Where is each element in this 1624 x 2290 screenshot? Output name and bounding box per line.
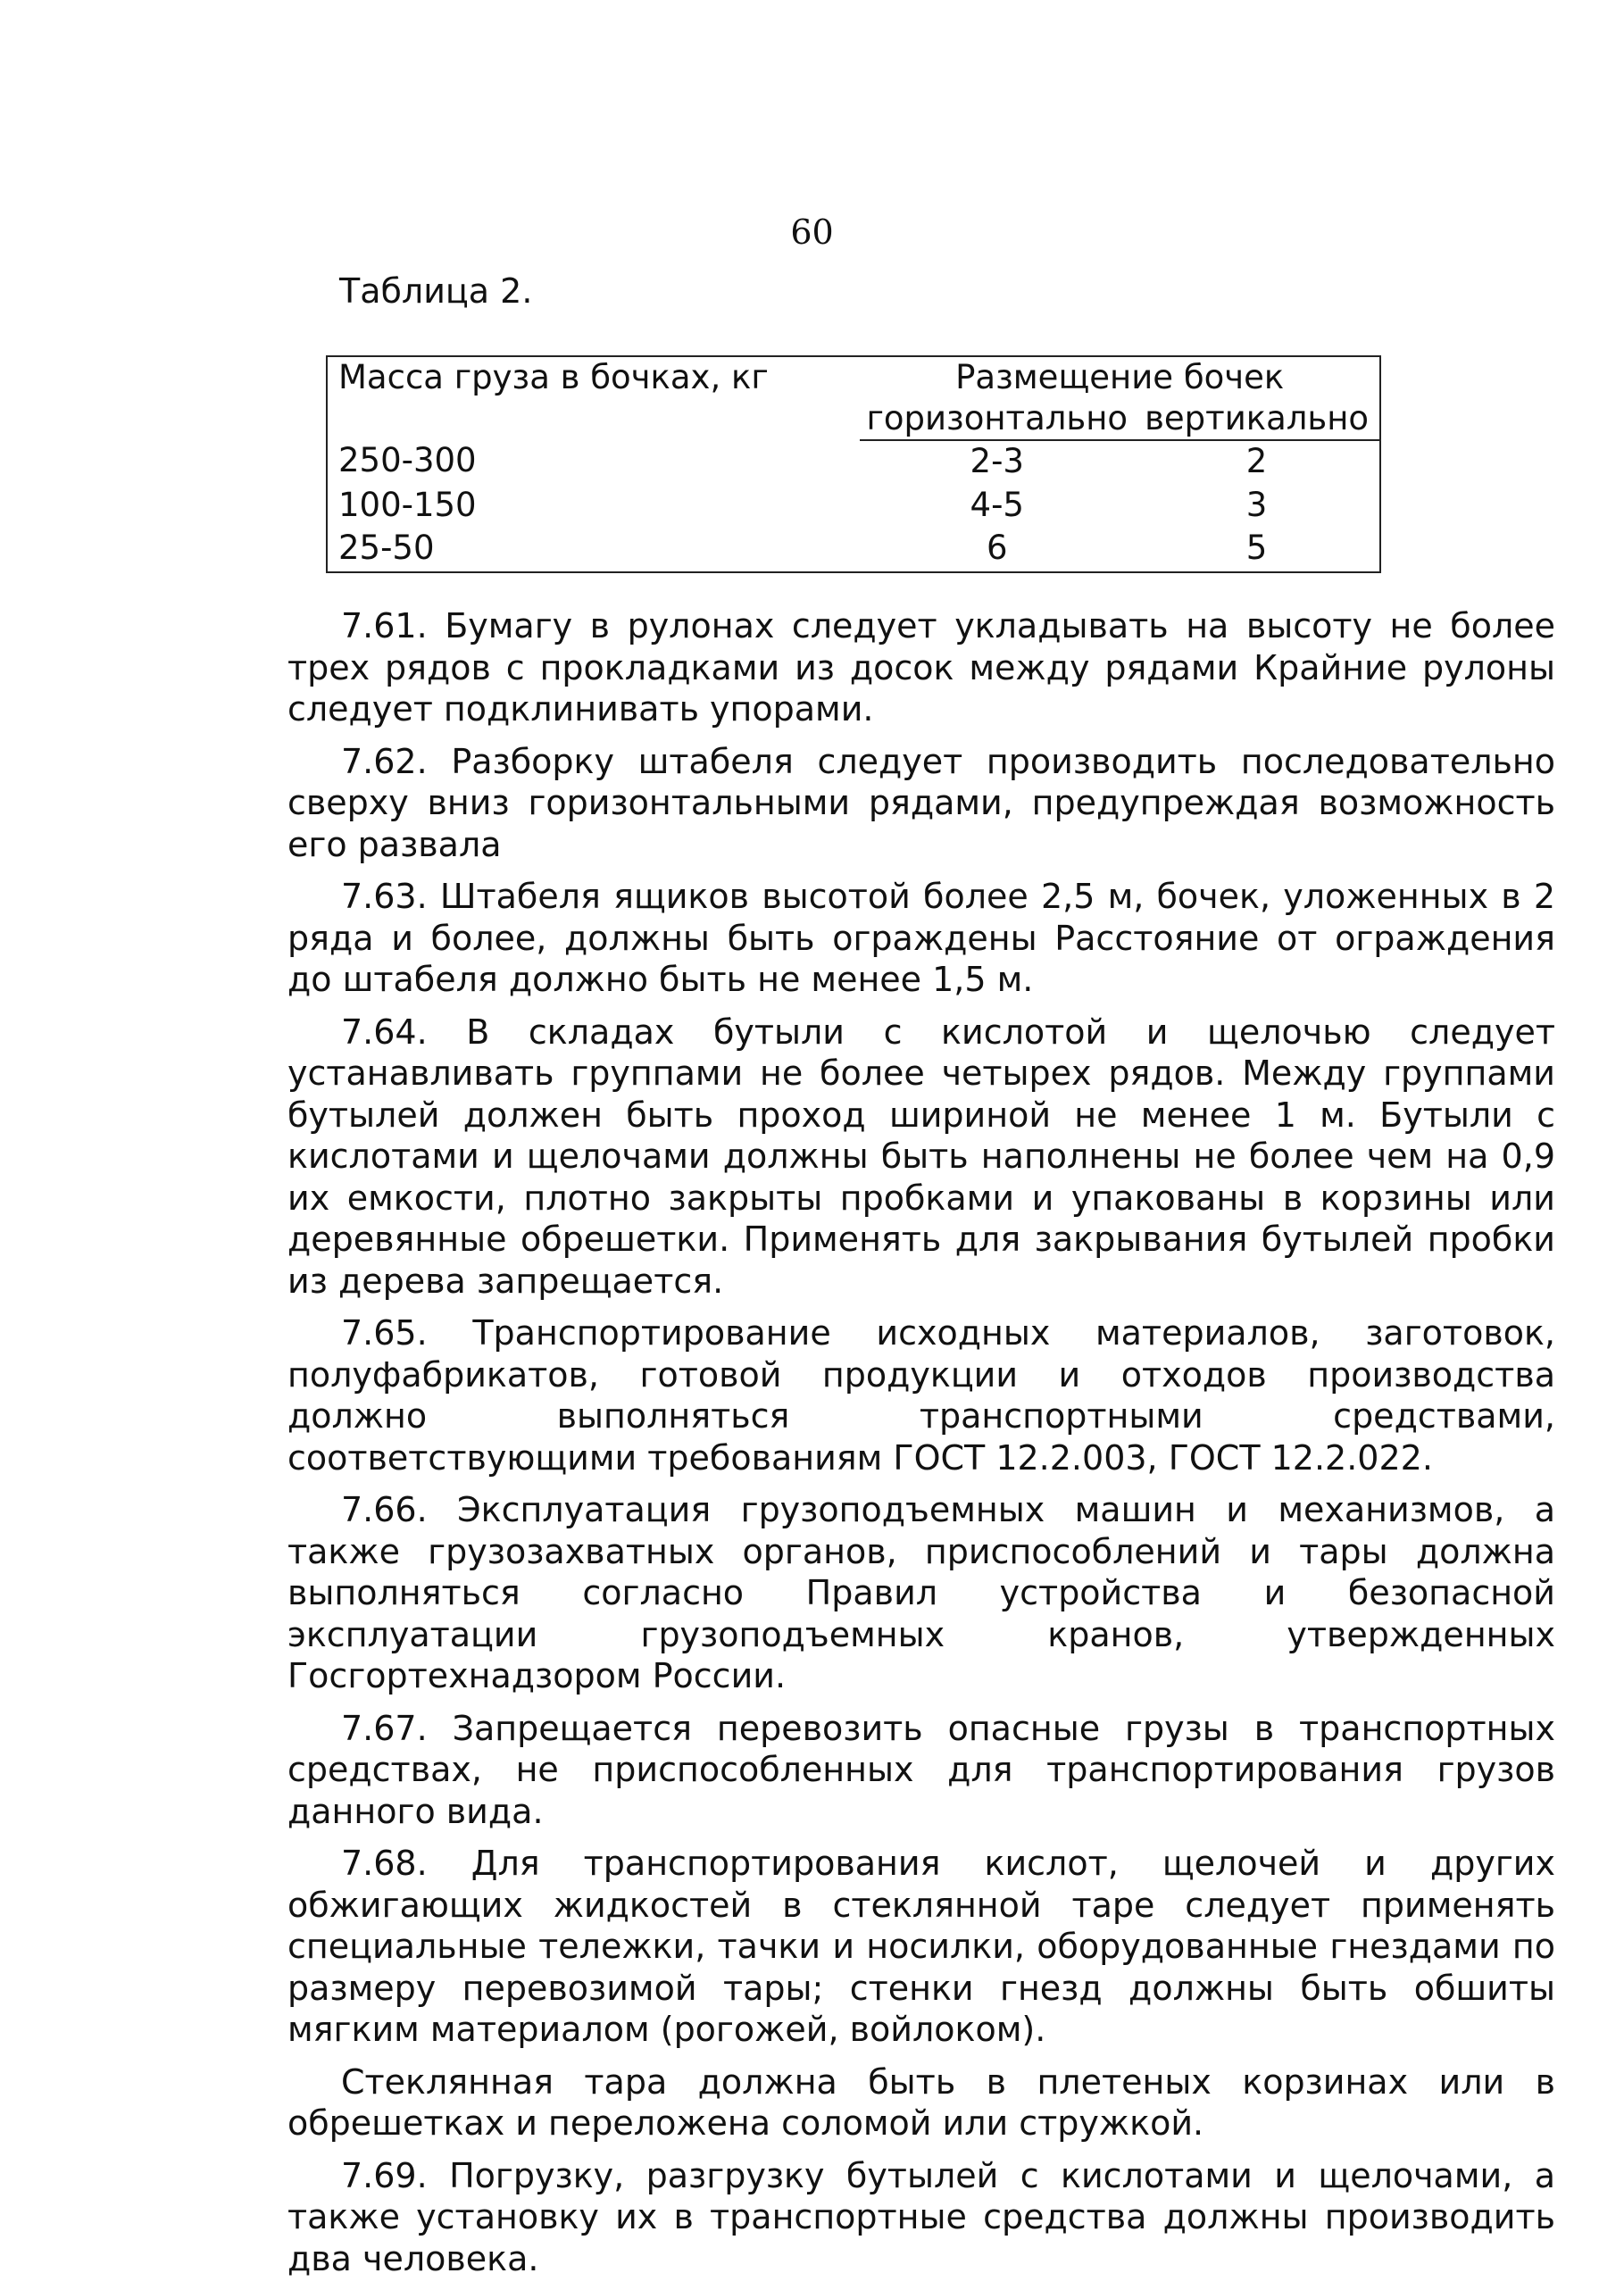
paragraph-7-61: 7.61. Бумагу в рулонах следует укладывать на высоту не более трех рядов с прокладками из досок между рядами Крайние рулоны следует подклинивать упорами. [287, 606, 1555, 729]
header-placement: Размещение бочек [955, 358, 1285, 396]
table-header-row [327, 356, 1380, 398]
table-caption: Таблица 2. [339, 271, 533, 311]
barrel-placement-table [326, 355, 1381, 573]
table-row [327, 440, 1380, 485]
cell-vertical: 5 [1245, 529, 1268, 568]
table-row [327, 528, 1380, 572]
cell-vertical: 2 [1245, 442, 1268, 480]
paragraph-glass-container: Стеклянная тара должна быть в плетеных корзинах или в обрешетках и переложена соломой или стружкой. [287, 2061, 1555, 2143]
paragraph-7-62: 7.62. Разборку штабеля следует производить последовательно сверху вниз горизонтальными рядами, предупреждая возможность его развала [287, 741, 1555, 864]
header-horizontal: горизонтально [860, 398, 1134, 440]
paragraph-7-64: 7.64. В складах бутыли с кислотой и щелочью следует устанавливать группами не более четырех рядов. Между группами бутылей должен быть проход шириной не менее 1 м. Бутыли с кислотами и щелочами должны быть наполнены не более чем на 0,9 их емкости, плотно закрыты пробками и упакованы в корзины или деревянные обрешетки. Применять для закрывания бутылей пробки из дерева запрещается. [287, 1012, 1555, 1301]
cell-mass: 250-300 [338, 441, 477, 479]
cell-mass: 100-150 [338, 485, 477, 524]
header-vertical: вертикально [1134, 398, 1380, 440]
paragraph-7-65: 7.65. Транспортирование исходных материалов, заготовок, полуфабрикатов, готовой продукции и отходов производства должно выполняться транспортными средствами, соответствующими требованиям ГОСТ 12.2.003, ГОСТ 12.2.022. [287, 1313, 1555, 1478]
cell-horizontal: 6 [986, 529, 1008, 568]
paragraph-7-69: 7.69. Погрузку, разгрузку бутылей с кислотами и щелочами, а также установку их в транспортные средства должны производить два человека. [287, 2155, 1555, 2278]
table-row [327, 485, 1380, 529]
cell-horizontal: 2-3 [970, 442, 1024, 480]
paragraph-7-68: 7.68. Для транспортирования кислот, щелочей и других обжигающих жидкостей в стеклянной таре следует применять специальные тележки, тачки и носилки, оборудованные гнездами по размеру перевозимой тары; стенки гнезд должны быть обшиты мягким материалом (рогожей, войлоком). [287, 1844, 1555, 2049]
header-mass: Масса груза в бочках, кг [338, 358, 769, 396]
cell-mass: 25-50 [338, 529, 435, 568]
paragraph-7-66: 7.66. Эксплуатация грузоподъемных машин и механизмов, а также грузозахватных органов, приспособлений и тары должна выполняться согласно Правил устройства и безопасной эксплуатации грузоподъемных кранов, утвержденных Госгортехнадзором России. [287, 1490, 1555, 1695]
page-number: 60 [790, 212, 834, 252]
paragraph-7-63: 7.63. Штабеля ящиков высотой более 2,5 м, бочек, уложенных в 2 ряда и более, должны быть ограждены Расстояние от ограждения до штабеля должно быть не менее 1,5 м. [287, 877, 1555, 999]
paragraph-7-67: 7.67. Запрещается перевозить опасные грузы в транспортных средствах, не приспособленных для транспортирования грузов данного вида. [287, 1708, 1555, 1831]
cell-vertical: 3 [1245, 485, 1268, 524]
document-body [287, 605, 1555, 2290]
cell-horizontal: 4-5 [970, 485, 1024, 524]
